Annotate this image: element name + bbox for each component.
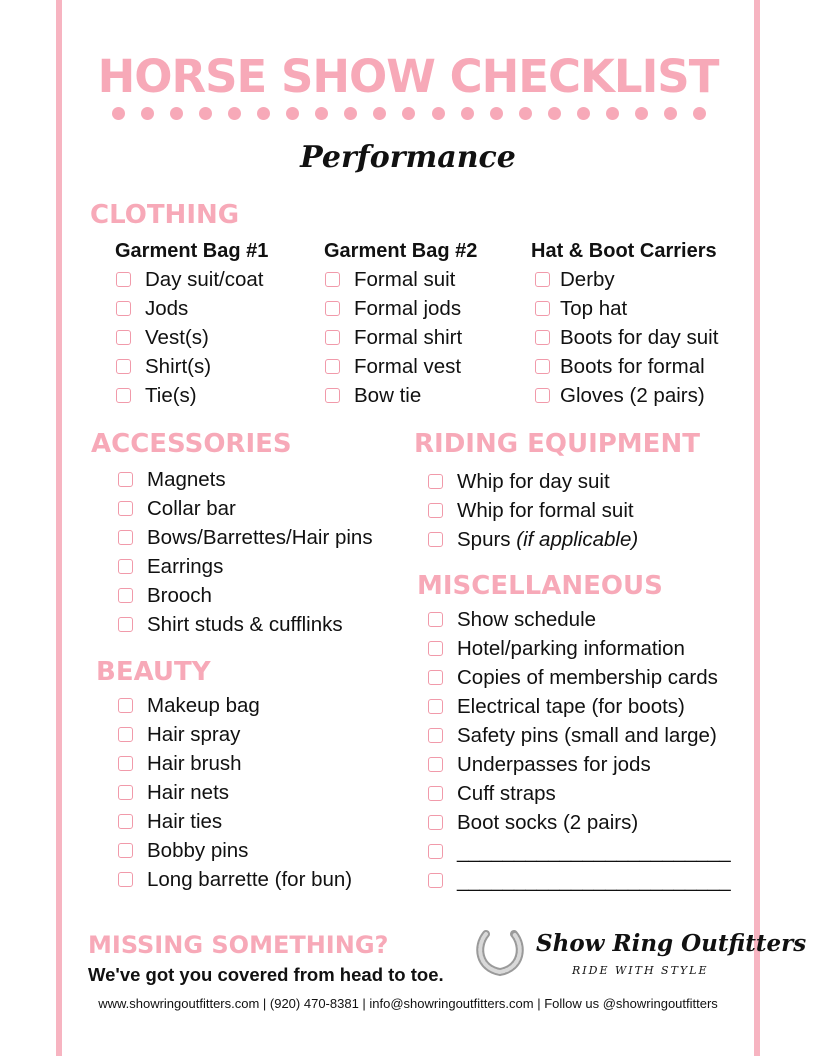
divider-dot: [693, 107, 706, 120]
checkbox[interactable]: [118, 872, 133, 887]
checklist-item[interactable]: [428, 750, 731, 779]
checklist-item[interactable]: [116, 352, 264, 381]
item-label: Formal suit: [354, 267, 456, 291]
riding-equipment-heading: RIDING EQUIPMENT: [414, 429, 700, 459]
riding-equipment-list: [428, 467, 638, 554]
item-label: Brooch: [147, 583, 212, 607]
checklist-item[interactable]: [118, 720, 352, 749]
dot-divider: [112, 107, 706, 121]
divider-dot: [402, 107, 415, 120]
divider-dot: [548, 107, 561, 120]
checklist-item[interactable]: [428, 692, 731, 721]
divider-dot: [373, 107, 386, 120]
checkbox[interactable]: [428, 641, 443, 656]
checklist-item[interactable]: [118, 552, 373, 581]
checkbox[interactable]: [118, 501, 133, 516]
divider-dot: [432, 107, 445, 120]
item-label: Derby: [560, 267, 615, 291]
item-label: Cuff straps: [457, 781, 556, 805]
checkbox[interactable]: [535, 388, 550, 403]
garment-bag-1-list: [116, 265, 264, 410]
checkbox[interactable]: [118, 698, 133, 713]
checklist-item[interactable]: [428, 721, 731, 750]
divider-dot: [112, 107, 125, 120]
checkbox[interactable]: [118, 530, 133, 545]
item-label: Whip for day suit: [457, 469, 610, 493]
checkbox[interactable]: [118, 559, 133, 574]
checklist-item[interactable]: [535, 265, 718, 294]
accessories-heading: ACCESSORIES: [91, 429, 292, 459]
item-label: Whip for formal suit: [457, 498, 634, 522]
divider-dot: [199, 107, 212, 120]
checklist-item[interactable]: [118, 778, 352, 807]
checklist-item[interactable]: [325, 265, 462, 294]
blank-line[interactable]: ________________________: [457, 839, 731, 863]
contact-footer: www.showringoutfitters.com | (920) 470-8381 | info@showringoutfitters.com | Follow us @showringoutfitters: [98, 996, 718, 1011]
checkbox[interactable]: [428, 699, 443, 714]
checkbox[interactable]: [428, 757, 443, 772]
checklist-item[interactable]: [118, 807, 352, 836]
checklist-item[interactable]: [118, 836, 352, 865]
item-label: Shirt studs & cufflinks: [147, 612, 343, 636]
item-label: Hotel/parking information: [457, 636, 685, 660]
divider-dot: [606, 107, 619, 120]
checklist-item[interactable]: [325, 381, 462, 410]
checkbox[interactable]: [118, 472, 133, 487]
horseshoe-icon: [474, 926, 526, 978]
checkbox[interactable]: [116, 359, 131, 374]
divider-dot: [577, 107, 590, 120]
checkbox[interactable]: [116, 388, 131, 403]
item-label: Formal shirt: [354, 325, 463, 349]
hat-boot-carriers-list: [535, 265, 718, 410]
checklist-item[interactable]: [428, 525, 638, 554]
checklist-item[interactable]: [325, 323, 462, 352]
checklist-item-blank[interactable]: [428, 837, 731, 866]
miscellaneous-heading: MISCELLANEOUS: [417, 571, 663, 601]
divider-dot: [141, 107, 154, 120]
checkbox[interactable]: [116, 330, 131, 345]
divider-dot: [519, 107, 532, 120]
divider-dot: [170, 107, 183, 120]
checkbox[interactable]: [116, 301, 131, 316]
garment-bag-2-heading: Garment Bag #2: [324, 240, 478, 262]
checkbox[interactable]: [325, 359, 340, 374]
checklist-item[interactable]: [428, 634, 731, 663]
item-label: Hair brush: [147, 751, 242, 775]
brand-tagline: RIDE WITH STYLE: [572, 964, 709, 977]
checklist-item[interactable]: [118, 523, 373, 552]
checkbox[interactable]: [118, 727, 133, 742]
divider-dot: [490, 107, 503, 120]
item-label: Shirt(s): [145, 354, 212, 378]
item-label: Hair ties: [147, 809, 223, 833]
blank-line[interactable]: ________________________: [457, 868, 731, 892]
item-label: Boot socks (2 pairs): [457, 810, 639, 834]
item-label: Tie(s): [145, 383, 197, 407]
garment-bag-1-heading: Garment Bag #1: [115, 240, 269, 262]
item-label: Magnets: [147, 467, 226, 491]
checkbox[interactable]: [118, 814, 133, 829]
brand-name: Show Ring Outfitters: [536, 930, 807, 957]
checklist-item[interactable]: [428, 779, 731, 808]
checklist-item[interactable]: [116, 381, 264, 410]
item-label: Long barrette (for bun): [147, 867, 353, 891]
garment-bag-2-list: [325, 265, 462, 410]
checkbox[interactable]: [428, 532, 443, 547]
divider-dot: [315, 107, 328, 120]
divider-dot: [344, 107, 357, 120]
checkbox[interactable]: [428, 728, 443, 743]
beauty-list: [118, 691, 352, 894]
item-label: Jods: [145, 296, 189, 320]
checklist-item[interactable]: [428, 496, 638, 525]
brand-logo: [474, 926, 807, 982]
item-label: Copies of membership cards: [457, 665, 718, 689]
item-label: Formal jods: [354, 296, 462, 320]
divider-dot: [286, 107, 299, 120]
checkbox[interactable]: [325, 388, 340, 403]
checklist-item[interactable]: [118, 691, 352, 720]
checklist-item[interactable]: [118, 494, 373, 523]
checkbox[interactable]: [535, 359, 550, 374]
item-label: Earrings: [147, 554, 224, 578]
item-label: Day suit/coat: [145, 267, 264, 291]
page-title: HORSE SHOW CHECKLIST: [97, 50, 719, 103]
checkbox[interactable]: [118, 843, 133, 858]
item-label: Vest(s): [145, 325, 209, 349]
item-label: Bow tie: [354, 383, 422, 407]
divider-dot: [257, 107, 270, 120]
checkbox[interactable]: [118, 588, 133, 603]
item-label: Hair spray: [147, 722, 241, 746]
checklist-item[interactable]: [118, 581, 373, 610]
checkbox[interactable]: [428, 612, 443, 627]
checklist-item[interactable]: [428, 467, 638, 496]
checkbox[interactable]: [325, 330, 340, 345]
accessories-list: [118, 465, 373, 639]
checklist-item[interactable]: [535, 323, 718, 352]
checkbox[interactable]: [325, 272, 340, 287]
page-subtitle: Performance: [300, 140, 516, 175]
checklist-item[interactable]: [325, 294, 462, 323]
checkbox[interactable]: [325, 301, 340, 316]
item-label: Collar bar: [147, 496, 236, 520]
checklist-item[interactable]: [116, 265, 264, 294]
item-label: Boots for formal: [560, 354, 705, 378]
checklist-item[interactable]: [116, 294, 264, 323]
checkbox[interactable]: [428, 503, 443, 518]
checklist-item-blank[interactable]: [428, 866, 731, 895]
checklist-item[interactable]: [118, 749, 352, 778]
missing-something-heading: MISSING SOMETHING?: [88, 931, 389, 959]
checklist-item[interactable]: [118, 865, 352, 894]
checkbox[interactable]: [428, 873, 443, 888]
item-note: (if applicable): [516, 527, 639, 551]
item-label: Makeup bag: [147, 693, 260, 717]
checkbox[interactable]: [118, 756, 133, 771]
item-label: Bows/Barrettes/Hair pins: [147, 525, 373, 549]
item-label: Underpasses for jods: [457, 752, 651, 776]
checkbox[interactable]: [428, 815, 443, 830]
covered-tagline: We've got you covered from head to toe.: [88, 964, 444, 985]
checklist-item[interactable]: [535, 352, 718, 381]
item-label: Gloves (2 pairs): [560, 383, 705, 407]
item-label: Formal vest: [354, 354, 462, 378]
item-label: Hair nets: [147, 780, 230, 804]
checkbox[interactable]: [535, 330, 550, 345]
item-label: Top hat: [560, 296, 628, 320]
miscellaneous-list: [428, 605, 731, 895]
checkbox[interactable]: [428, 670, 443, 685]
checkbox[interactable]: [428, 844, 443, 859]
checklist-item[interactable]: [118, 610, 373, 639]
checklist-item[interactable]: [428, 808, 731, 837]
checklist-item[interactable]: [325, 352, 462, 381]
checkbox[interactable]: [118, 617, 133, 632]
item-label: Bobby pins: [147, 838, 249, 862]
clothing-heading: CLOTHING: [90, 200, 240, 230]
item-label: Safety pins (small and large): [457, 723, 717, 747]
divider-dot: [461, 107, 474, 120]
checkbox[interactable]: [428, 474, 443, 489]
checklist-item[interactable]: [428, 605, 731, 634]
checkbox[interactable]: [428, 786, 443, 801]
item-label: Boots for day suit: [560, 325, 719, 349]
checkbox[interactable]: [116, 272, 131, 287]
divider-dot: [635, 107, 648, 120]
beauty-heading: BEAUTY: [96, 657, 211, 687]
checklist-item[interactable]: [118, 465, 373, 494]
divider-dot: [664, 107, 677, 120]
divider-dot: [228, 107, 241, 120]
checklist-item[interactable]: [428, 663, 731, 692]
checkbox[interactable]: [535, 272, 550, 287]
item-label: Electrical tape (for boots): [457, 694, 685, 718]
checkbox[interactable]: [535, 301, 550, 316]
checklist-item[interactable]: [535, 381, 718, 410]
item-label: Spurs: [457, 527, 511, 551]
checkbox[interactable]: [118, 785, 133, 800]
hat-boot-carriers-heading: Hat & Boot Carriers: [531, 240, 717, 262]
item-label: Show schedule: [457, 607, 597, 631]
checklist-item[interactable]: [535, 294, 718, 323]
checklist-item[interactable]: [116, 323, 264, 352]
